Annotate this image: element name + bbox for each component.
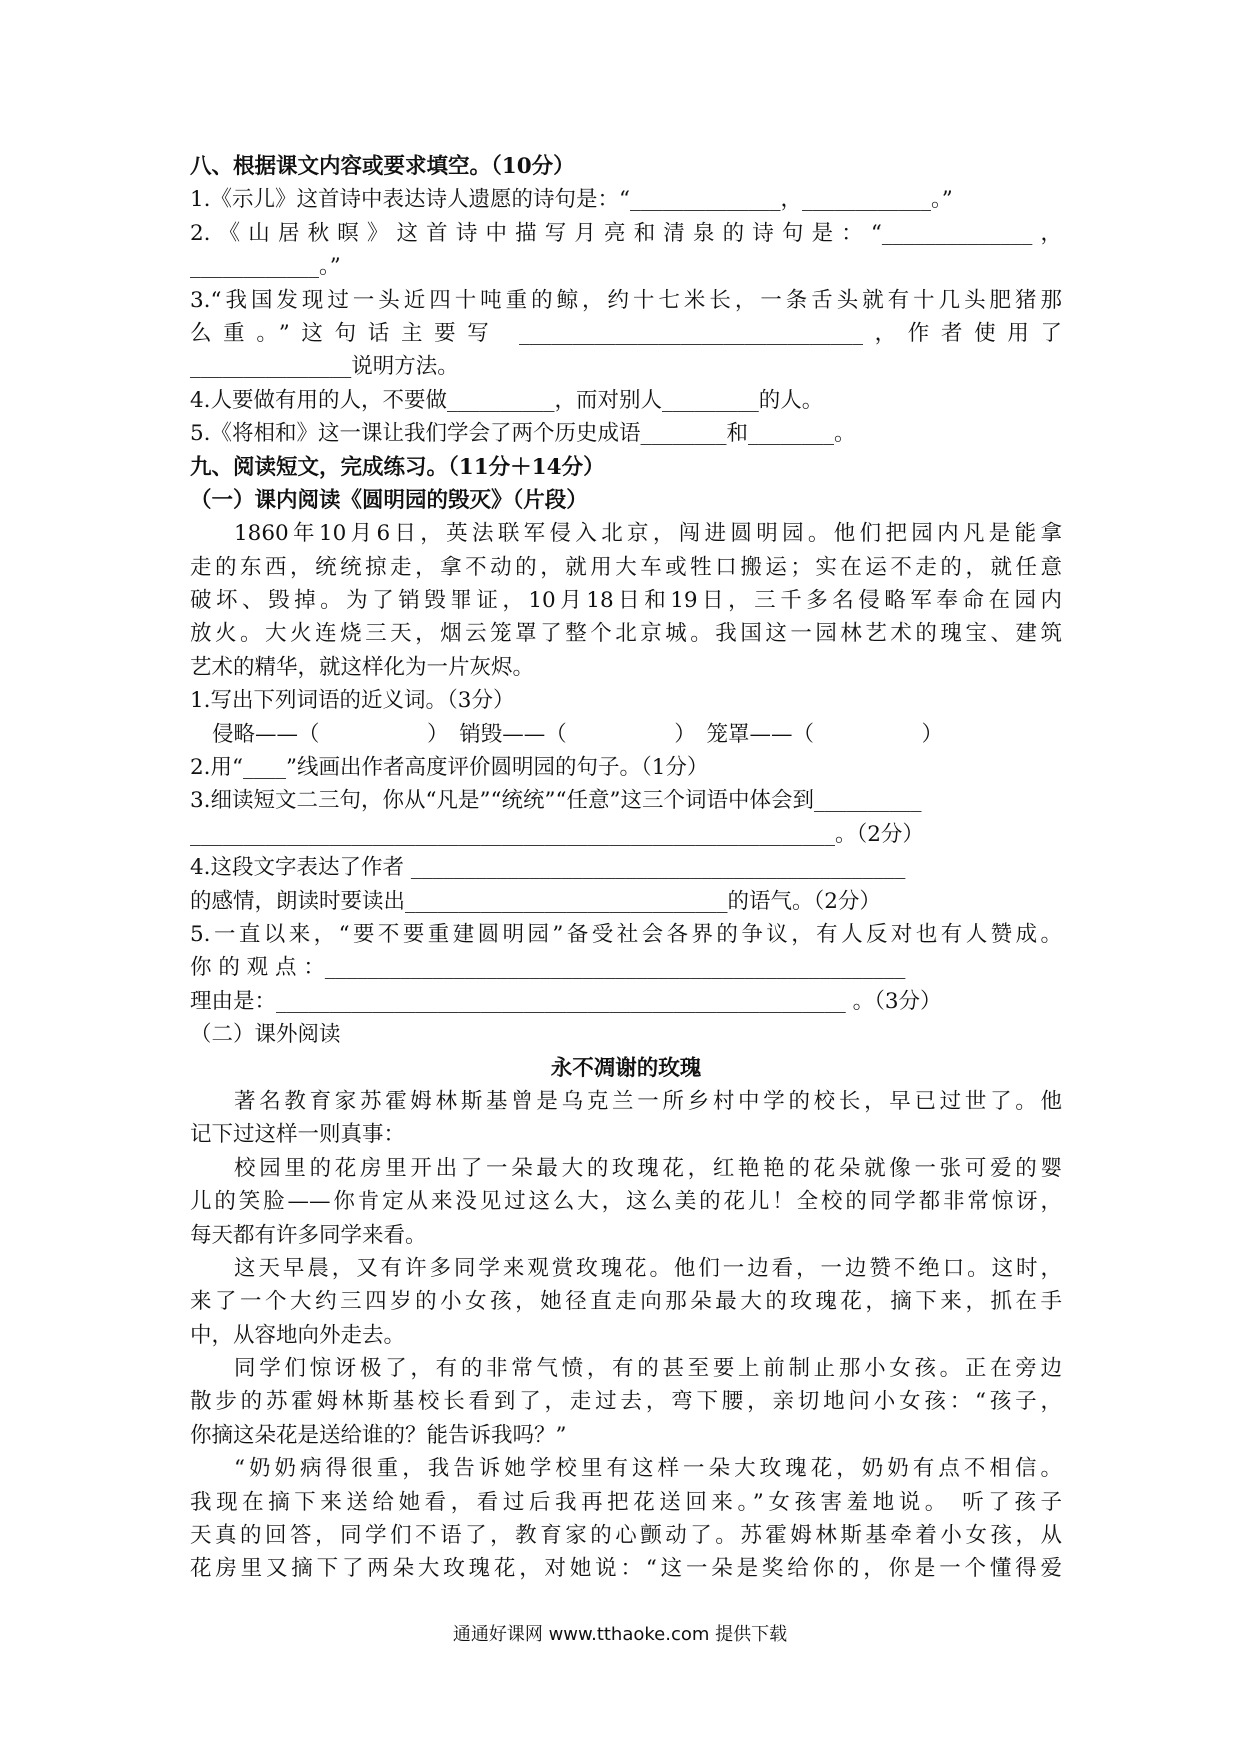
part1-passage-line: 走的东西，统统掠走，拿不动的，就用大车或牲口搬运；实在运不走的，就任意 (190, 554, 1062, 580)
part1-passage-line: 放火。大火连烧三天，烟云笼罩了整个北京城。我国这一园林艺术的瑰宝、建筑 (190, 621, 1062, 647)
exam-page (190, 150, 1062, 1586)
section8-q3a: 3.“我国发现过一头近四十吨重的鲸，约十七米长，一条舌头就有十几头肥猪那 (190, 287, 1062, 313)
section8-q3b: 么重。”这句话主要写 ________________________________，作者使用了 (190, 320, 1062, 346)
part2-passage-line: 散步的苏霍姆林斯基校长看到了，走过去，弯下腰，亲切地问小女孩：“孩子， (190, 1389, 1062, 1415)
part1-heading: （一）课内阅读《圆明园的毁灭》（片段） (190, 487, 588, 513)
part2-passage-line: 校园里的花房里开出了一朵最大的玫瑰花，红艳艳的花朵就像一张可爱的婴 (234, 1155, 1062, 1181)
page-footer: 通通好课网 www.tthaoke.com 提供下载 (452, 1624, 788, 1645)
part2-passage-line: 中，从容地向外走去。 (190, 1322, 406, 1348)
part2-passage-line: 记下过这样一则真事： (190, 1122, 406, 1148)
part2-passage-line: 同学们惊讶极了，有的非常气愤，有的甚至要上前制止那小女孩。正在旁边 (234, 1356, 1062, 1382)
part1-q1: 1.写出下列词语的近义词。（3分） (190, 688, 515, 714)
part2-passage-line: 花房里又摘下了两朵大玫瑰花，对她说：“这一朵是奖给你的，你是一个懂得爱 (190, 1556, 1062, 1582)
section8-q2b: ____________。” (190, 254, 341, 280)
part2-passage-line: 你摘这朵花是送给谁的？能告诉我吗？” (190, 1422, 567, 1448)
section8-q3c: _______________说明方法。 (190, 354, 459, 380)
part1-passage-line: 1860年10月6日，英法联军侵入北京，闯进圆明园。他们把园内凡是能拿 (234, 521, 1062, 547)
part1-passage-line: 艺术的精华，就这样化为一片灰烬。 (190, 654, 535, 680)
part1-q2: 2.用“____”线画出作者高度评价圆明园的句子。（1分） (190, 755, 709, 781)
part2-passage-line: 著名教育家苏霍姆林斯基曾是乌克兰一所乡村中学的校长，早已过世了。他 (234, 1088, 1062, 1114)
part1-q3a: 3.细读短文二三句，你从“凡是”“统统”“任意”这三个词语中体会到__________ (190, 788, 922, 814)
part2-passage-line: 这天早晨，又有许多同学来观赏玫瑰花。他们一边看，一边赞不绝口。这时， (234, 1255, 1062, 1281)
section8-q2a: 2.《山居秋暝》这首诗中描写月亮和清泉的诗句是：“______________， (190, 220, 1062, 246)
part2-title: 永不凋谢的玫瑰 (550, 1055, 702, 1081)
part1-q1-words: 侵略——（ ） 销毁——（ ） 笼罩——（ ） (212, 721, 944, 747)
part2-passage-line: 天真的回答，同学们不语了，教育家的心颤动了。苏霍姆林斯基牵着小女孩，从 (190, 1523, 1062, 1549)
section8-q5: 5.《将相和》这一课让我们学会了两个历史成语________和________。 (190, 421, 856, 447)
part1-passage-line: 破坏、毁掉。为了销毁罪证，10月18日和19日，三千多名侵略军奉命在园内 (190, 588, 1062, 614)
part2-passage-line: 每天都有许多同学来看。 (190, 1222, 427, 1248)
part2-passage-line: 我现在摘下来送给她看，看过后我再把花送回来。”女孩害羞地说。 听了孩子 (190, 1489, 1062, 1515)
part1-q4a: 4.这段文字表达了作者 ______________________________________________ (190, 855, 906, 881)
section9-heading: 九、阅读短文，完成练习。（11分＋14分） (190, 454, 605, 480)
part1-q4b: 的感情，朗读时要读出______________________________的语气。（2分） (190, 888, 881, 914)
part2-passage-line: “奶奶病得很重，我告诉她学校里有这样一朵大玫瑰花，奶奶有点不相信。 (234, 1456, 1062, 1482)
section8-q4: 4.人要做有用的人，不要做__________，而对别人_________的人。 (190, 387, 824, 413)
part2-passage-line: 来了一个大约三四岁的小女孩，她径直走向那朵最大的玫瑰花，摘下来，抓在手 (190, 1289, 1062, 1315)
part1-q5a: 5.一直以来，“要不要重建圆明园”备受社会各界的争议，有人反对也有人赞成。 (190, 921, 1062, 947)
part1-q5b: 你 的 观 点 ：______________________________________________________ (190, 955, 906, 981)
section8-heading: 八、根据课文内容或要求填空。（10分） (190, 154, 575, 179)
part1-q5c: 理由是：_____________________________________________________ 。（3分） (190, 988, 942, 1014)
part2-heading: （二）课外阅读 (190, 1022, 341, 1048)
part1-q3b: ____________________________________________________________。（2分） (190, 821, 924, 847)
part2-passage-line: 儿的笑脸——你肯定从来没见过这么大，这么美的花儿！全校的同学都非常惊讶， (190, 1189, 1062, 1215)
section8-q1: 1.《示儿》这首诗中表达诗人遗愿的诗句是：“______________，____________。” (190, 187, 953, 213)
